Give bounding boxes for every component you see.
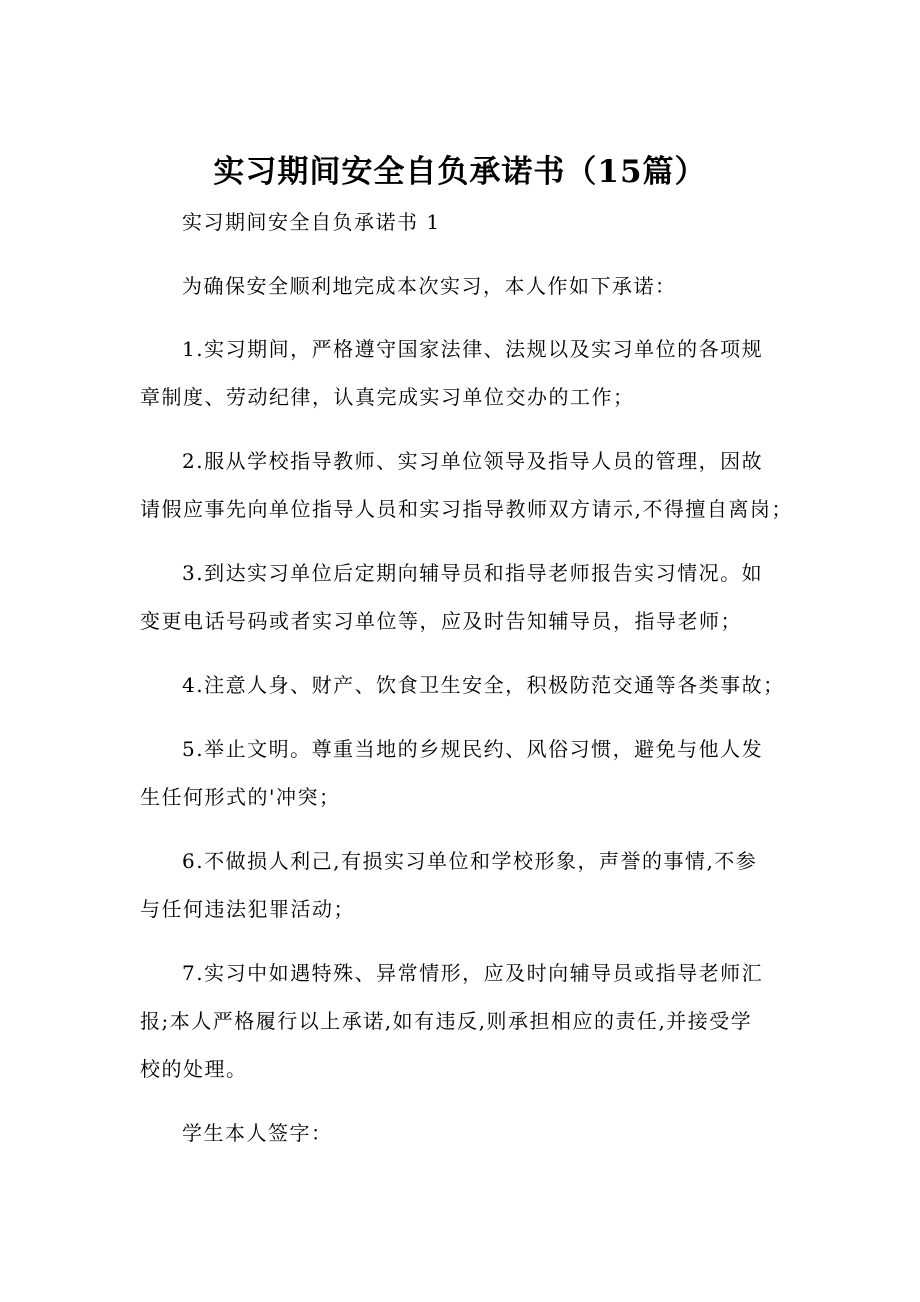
intro-paragraph: 为确保安全顺利地完成本次实习，本人作如下承诺：: [182, 274, 677, 298]
item-6-line-2: 与任何违法犯罪活动；: [140, 897, 355, 921]
item-3-line-1: 3.到达实习单位后定期向辅导员和指导老师报告实习情况。如: [182, 561, 764, 585]
item-3-line-2: 变更电话号码或者实习单位等，应及时告知辅导员，指导老师；: [140, 609, 742, 633]
item-4-line-1: 4.注意人身、财产、饮食卫生安全，积极防范交通等各类事故；: [182, 673, 785, 697]
item-7-line-1: 7.实习中如遇特殊、异常情形，应及时向辅导员或指导老师汇: [182, 961, 764, 985]
document-title: 实习期间安全自负承诺书（15篇）: [213, 154, 707, 190]
item-7-line-3: 校的处理。: [140, 1057, 248, 1081]
item-6-line-1: 6.不做损人利己,有损实习单位和学校形象，声誉的事情,不参: [182, 849, 758, 873]
signature-label: 学生本人签字：: [182, 1121, 333, 1145]
item-5-line-1: 5.举止文明。尊重当地的乡规民约、风俗习惯，避免与他人发: [182, 737, 764, 761]
item-2-line-2: 请假应事先向单位指导人员和实习指导教师双方请示,不得擅自离岗；: [140, 497, 793, 521]
item-1-line-2: 章制度、劳动纪律，认真完成实习单位交办的工作；: [140, 385, 635, 409]
item-5-line-2: 生任何形式的'冲突；: [140, 785, 341, 809]
item-1-line-1: 1.实习期间，严格遵守国家法律、法规以及实习单位的各项规: [182, 337, 764, 361]
item-2-line-1: 2.服从学校指导教师、实习单位领导及指导人员的管理，因故: [182, 449, 764, 473]
document-subtitle: 实习期间安全自负承诺书 1: [182, 210, 441, 234]
item-7-line-2: 报;本人严格履行以上承诺,如有违反,则承担相应的责任,并接受学: [140, 1009, 753, 1033]
